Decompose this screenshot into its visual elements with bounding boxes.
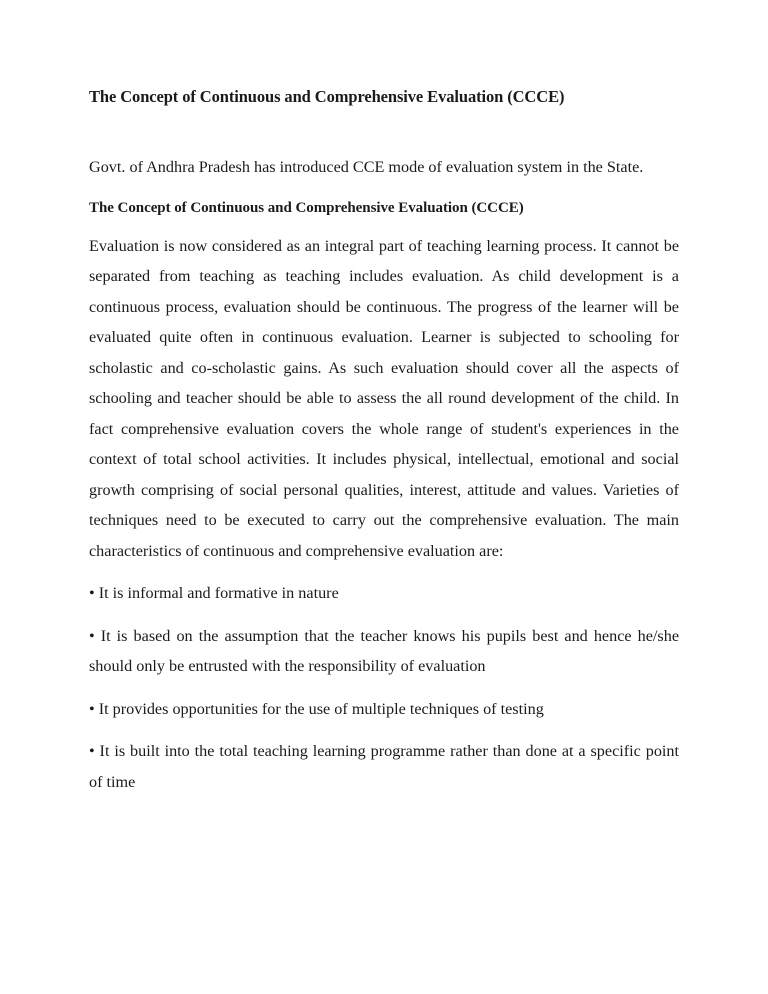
list-item: • It is informal and formative in nature — [89, 584, 339, 602]
spacer — [89, 183, 679, 197]
document-body — [89, 86, 679, 797]
spacer — [89, 724, 679, 736]
spacer — [89, 566, 679, 578]
list-item: • It provides opportunities for the use of multiple techniques of testing — [89, 699, 544, 718]
intro-paragraph: Govt. of Andhra Pradesh has introduced CCE mode of evaluation system in the State. — [89, 158, 644, 176]
page-title: The Concept of Continuous and Comprehensive Evaluation (CCCE) — [89, 87, 565, 106]
list-item: • It is based on the assumption that the teacher knows his pupils best and hence he/she should only be entrusted with the responsibility of evaluation — [89, 626, 679, 675]
spacer — [89, 219, 679, 231]
section-heading: The Concept of Continuous and Comprehensive Evaluation (CCCE) — [89, 199, 524, 216]
body-paragraph: Evaluation is now considered as an integral part of teaching learning process. It cannot be separated from teaching as teaching includes evaluation. As child development is a continuous process, evaluation should be continuous. The progress of the learner will be evaluated quite often in continuous evaluation. Learner is subjected to schooling for scholastic and co-scholastic gains. As such evaluation should cover all the aspects of schooling and teacher should be able to assess the all round development of the child. In fact comprehensive evaluation covers the whole range of student's experiences in the context of total school activities. It includes physical, intellectual, emotional and social growth comprising of social personal qualities, interest, attitude and values. Varieties of techniques need to be executed to carry out the comprehensive evaluation. The main characteristics of continuous and comprehensive evaluation are: — [89, 236, 679, 560]
spacer — [89, 108, 679, 152]
spacer — [89, 609, 679, 621]
list-item: • It is built into the total teaching learning programme rather than done at a specific point of time — [89, 742, 679, 791]
spacer — [89, 682, 679, 694]
